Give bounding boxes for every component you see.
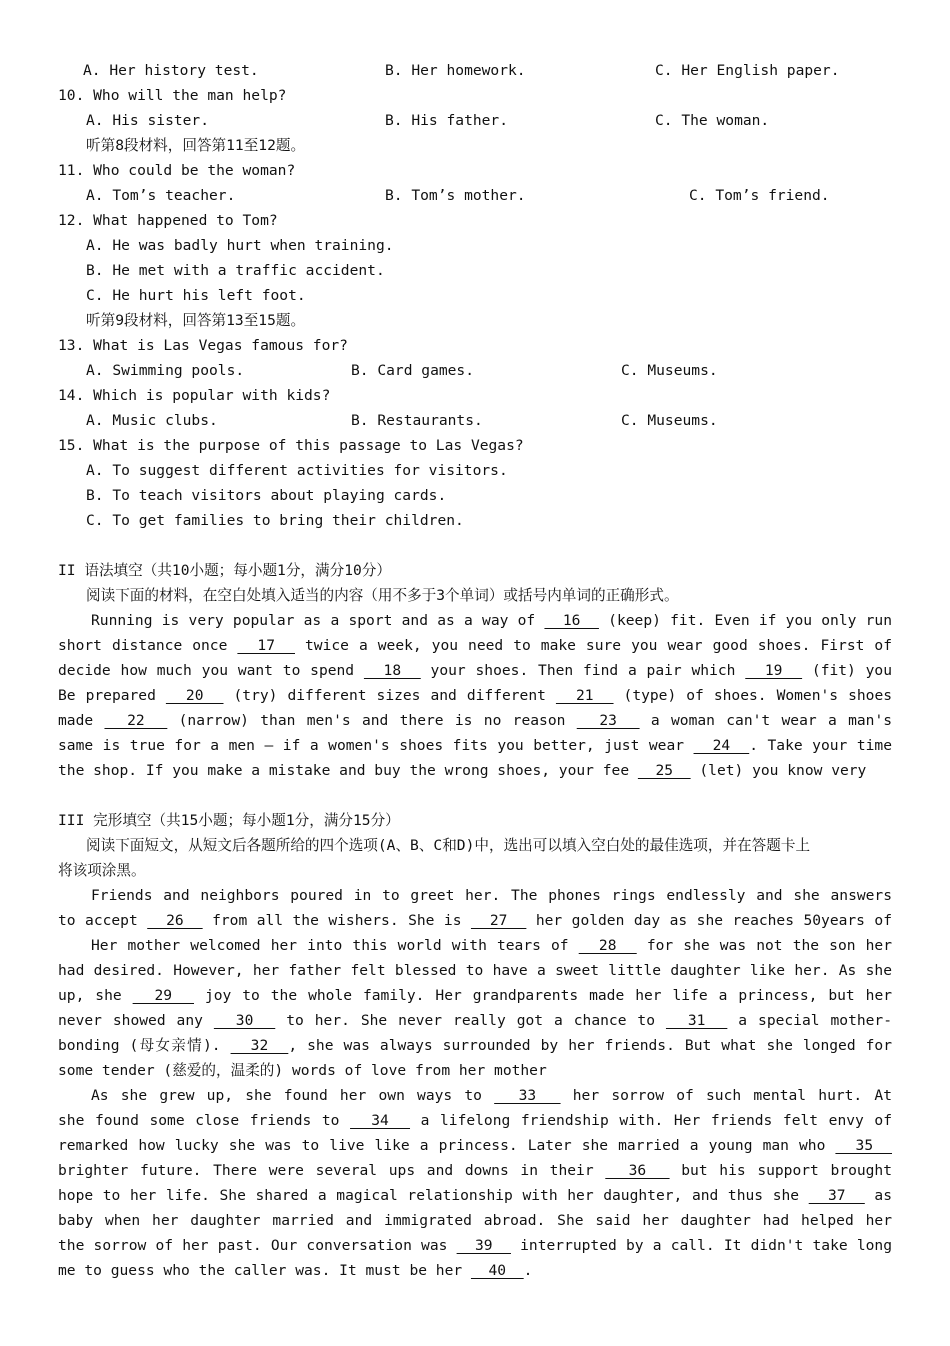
- passage-text: same is true for a men — if a women's shoes fits you better, just wear: [58, 737, 694, 754]
- q14-option-c[interactable]: C. Museums.: [621, 412, 718, 429]
- answer-blank[interactable]: 25: [637, 762, 691, 779]
- passage-text: me to guess who the caller was. It must be her: [58, 1262, 471, 1279]
- grammar-instruction: 阅读下面的材料，在空白处填入适当的内容（用不多于3个单词）或括号内单词的正确形式。: [86, 587, 679, 604]
- passage-text: brighter future. There were several ups and downs in their: [58, 1162, 606, 1179]
- q9-options: [58, 58, 892, 83]
- passage-text: had desired. However, her father felt blessed to have a sweet little daughter like her. As she: [58, 962, 892, 979]
- spacer: [58, 533, 892, 558]
- answer-blank[interactable]: 16: [544, 612, 599, 629]
- q12-option-a[interactable]: A. He was badly hurt when training.: [86, 237, 394, 254]
- passage-text: Running is very popular as a sport and as a way of: [91, 612, 545, 629]
- answer-blank[interactable]: 39: [456, 1237, 511, 1254]
- passage-text: her sorrow of such mental hurt. At: [572, 1087, 892, 1104]
- grammar-line: [58, 608, 892, 633]
- passage-text: short distance once: [58, 637, 238, 654]
- cloze-line: [58, 1258, 892, 1283]
- passage-text: Friends and neighbors poured in to greet her. The phones rings endlessly and she answers: [91, 887, 892, 904]
- section-8-instruction: 听第8段材料，回答第11至12题。: [86, 137, 306, 154]
- grammar-line: [58, 658, 892, 683]
- answer-blank[interactable]: 28: [578, 937, 637, 954]
- answer-blank[interactable]: 23: [576, 712, 640, 729]
- passage-text: As she grew up, she found her own ways to: [91, 1087, 495, 1104]
- passage-text: (keep) fit. Even if you only run: [608, 612, 892, 629]
- answer-blank[interactable]: 40: [470, 1262, 524, 1279]
- cloze-line: [58, 883, 892, 908]
- q11-options: [58, 183, 892, 208]
- q15-option-b[interactable]: B. To teach visitors about playing cards.: [86, 487, 447, 504]
- passage-text: baby when her daughter married and immigrated abroad. She said her daughter had helped her: [58, 1212, 892, 1229]
- answer-blank[interactable]: 33: [494, 1087, 561, 1104]
- passage-text: , she was always surrounded by her friends. But what she longed for: [288, 1037, 892, 1054]
- cloze-line: [58, 1133, 892, 1158]
- passage-text: (type) of shoes. Women's shoes: [623, 687, 892, 704]
- q14-option-b[interactable]: B. Restaurants.: [351, 412, 483, 429]
- q9-option-c[interactable]: C. Her English paper.: [655, 62, 840, 79]
- cloze-instruction-line2: 将该项涂黑。: [58, 862, 146, 879]
- cloze-line: [58, 1008, 892, 1033]
- passage-text: . Take your time: [749, 737, 892, 754]
- passage-text: up, she: [58, 987, 133, 1004]
- passage-text: the sorrow of her past. Our conversation was: [58, 1237, 457, 1254]
- passage-text: twice a week, you need to make sure you wear good shoes. First of: [305, 637, 892, 654]
- cloze-line: [58, 983, 892, 1008]
- q9-option-a[interactable]: A. Her history test.: [83, 62, 259, 79]
- answer-blank[interactable]: 18: [363, 662, 421, 679]
- answer-blank[interactable]: 36: [605, 1162, 670, 1179]
- passage-text: a lifelong friendship with. Her friends felt envy of: [420, 1112, 892, 1129]
- q13-option-a[interactable]: A. Swimming pools.: [86, 362, 245, 379]
- q13-option-c[interactable]: C. Museums.: [621, 362, 718, 379]
- cloze-line: [58, 1083, 892, 1108]
- cloze-line: [58, 1233, 892, 1258]
- passage-text: to her. She never really got a chance to: [275, 1012, 666, 1029]
- section-9-instruction: 听第9段材料，回答第13至15题。: [86, 312, 306, 329]
- cloze-line: [58, 1208, 892, 1233]
- q9-option-b[interactable]: B. Her homework.: [385, 62, 526, 79]
- cloze-line: [58, 1058, 892, 1083]
- q10-stem: 10. Who will the man help?: [58, 87, 287, 104]
- q13-stem: 13. What is Las Vegas famous for?: [58, 337, 348, 354]
- cloze-line: [58, 1108, 892, 1133]
- passage-text: Her mother welcomed her into this world with tears of: [91, 937, 579, 954]
- q10-option-a[interactable]: A. His sister.: [86, 112, 210, 129]
- q15-option-c[interactable]: C. To get families to bring their children.: [86, 512, 464, 529]
- passage-text: bonding (母女亲情).: [58, 1037, 231, 1054]
- q15-option-a[interactable]: A. To suggest different activities for visitors.: [86, 462, 508, 479]
- cloze-line: [58, 1183, 892, 1208]
- grammar-line: [58, 708, 892, 733]
- answer-blank[interactable]: 34: [350, 1112, 411, 1129]
- answer-blank[interactable]: 29: [132, 987, 194, 1004]
- passage-text: (fit) you: [811, 662, 892, 679]
- passage-text: your shoes. Then find a pair which: [420, 662, 746, 679]
- grammar-heading: II 语法填空（共10小题；每小题1分，满分10分）: [58, 562, 391, 579]
- cloze-instruction-line1: 阅读下面短文，从短文后各题所给的四个选项(A、B、C和D)中，选出可以填入空白处的最佳选项，并在答题卡上: [86, 837, 811, 854]
- q14-options: [58, 408, 892, 433]
- cloze-line: [58, 933, 892, 958]
- q13-option-b[interactable]: B. Card games.: [351, 362, 475, 379]
- passage-text: hope to her life. She shared a magical relationship with her daughter, and thus she: [58, 1187, 809, 1204]
- passage-text: as: [874, 1187, 892, 1204]
- passage-text: a woman can't wear a man's: [650, 712, 892, 729]
- exam-page: [58, 58, 892, 1283]
- q11-option-b[interactable]: B. Tom’s mother.: [385, 187, 526, 204]
- q14-option-a[interactable]: A. Music clubs.: [86, 412, 218, 429]
- passage-text: from all the wishers. She is: [202, 912, 471, 929]
- q11-option-a[interactable]: A. Tom’s teacher.: [86, 187, 236, 204]
- q11-stem: 11. Who could be the woman?: [58, 162, 296, 179]
- passage-text: some tender (慈爱的，温柔的) words of love from her mother: [58, 1062, 547, 1079]
- cloze-passage: [58, 883, 892, 1283]
- passage-text: joy to the whole family. Her grandparents made her life a princess, but her: [204, 987, 892, 1004]
- q10-option-c[interactable]: C. The woman.: [655, 112, 770, 129]
- answer-blank[interactable]: 35: [835, 1137, 892, 1154]
- cloze-heading: III 完形填空（共15小题；每小题1分，满分15分）: [58, 812, 400, 829]
- q10-options: [58, 108, 892, 133]
- answer-blank[interactable]: 20: [165, 687, 224, 704]
- answer-blank[interactable]: 24: [693, 737, 750, 754]
- answer-blank[interactable]: 22: [104, 712, 168, 729]
- answer-blank[interactable]: 32: [230, 1037, 289, 1054]
- passage-text: her golden day as she reaches 50years of: [535, 912, 892, 929]
- passage-text: Be prepared: [58, 687, 166, 704]
- q13-options: [58, 358, 892, 383]
- passage-text: for she was not the son her: [646, 937, 892, 954]
- cloze-line: [58, 908, 892, 933]
- answer-blank[interactable]: 30: [213, 1012, 276, 1029]
- passage-text: a special mother-: [738, 1012, 892, 1029]
- grammar-line: [58, 633, 892, 658]
- q11-option-c[interactable]: C. Tom’s friend.: [689, 187, 830, 204]
- passage-text: (narrow) than men's and there is no reason: [167, 712, 577, 729]
- answer-blank[interactable]: 27: [470, 912, 527, 929]
- spacer: [58, 783, 892, 808]
- q15-stem: 15. What is the purpose of this passage to Las Vegas?: [58, 437, 524, 454]
- passage-text: she found some close friends to: [58, 1112, 351, 1129]
- passage-text: .: [523, 1262, 533, 1279]
- passage-text: never showed any: [58, 1012, 214, 1029]
- grammar-line: [58, 758, 892, 783]
- answer-blank[interactable]: 21: [555, 687, 614, 704]
- cloze-line: [58, 958, 892, 983]
- passage-text: the shop. If you make a mistake and buy the wrong shoes, your fee: [58, 762, 638, 779]
- passage-text: to accept: [58, 912, 148, 929]
- answer-blank[interactable]: 17: [237, 637, 295, 654]
- answer-blank[interactable]: 19: [745, 662, 803, 679]
- answer-blank[interactable]: 31: [665, 1012, 728, 1029]
- passage-text: interrupted by a call. It didn't take long: [520, 1237, 892, 1254]
- passage-text: but his support brought: [681, 1162, 892, 1179]
- cloze-line: [58, 1158, 892, 1183]
- passage-text: made: [58, 712, 105, 729]
- q14-stem: 14. Which is popular with kids?: [58, 387, 331, 404]
- q12-option-b[interactable]: B. He met with a traffic accident.: [86, 262, 385, 279]
- grammar-line: [58, 683, 892, 708]
- passage-text: decide how much you want to spend: [58, 662, 364, 679]
- answer-blank[interactable]: 37: [808, 1187, 865, 1204]
- q12-stem: 12. What happened to Tom?: [58, 212, 278, 229]
- answer-blank[interactable]: 26: [147, 912, 203, 929]
- q12-option-c[interactable]: C. He hurt his left foot.: [86, 287, 306, 304]
- passage-text: (let) you know very: [699, 762, 867, 779]
- passage-text: (try) different sizes and different: [223, 687, 556, 704]
- passage-text: remarked how lucky she was to live like a princess. Later she married a young man who: [58, 1137, 836, 1154]
- grammar-line: [58, 733, 892, 758]
- grammar-passage: [58, 608, 892, 783]
- q10-option-b[interactable]: B. His father.: [385, 112, 509, 129]
- cloze-line: [58, 1033, 892, 1058]
